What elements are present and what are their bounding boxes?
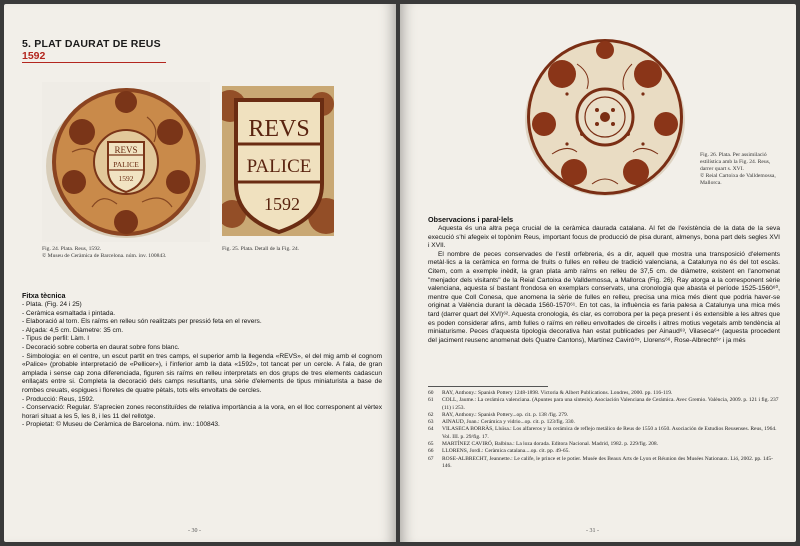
fig26-caption-line: © Reial Cartoixa de Valldemossa, (700, 173, 776, 179)
footnote-text: RAY, Anthony.: Spanish Pottery...op. cit. p. 138 /fig. 279. (442, 411, 569, 418)
fig26-photo (522, 34, 688, 200)
footnote-text: RAY, Anthony.: Spanish Pottery 1248-1898. Victoria & Albert Publications. Londres, 2000. pp. 116-119. (442, 390, 673, 396)
plate-text-line3: 1592 (118, 174, 134, 183)
section-title: 5. PLAT DAURAT DE REUS (22, 38, 161, 50)
fig24-photo (42, 82, 210, 242)
footnote-text: ROSE-ALBRECHT, Jeannette.: Le calife, le prince et le potier. Musée des Beaux Arts de Lyon et Réunion des Musées Nationaux. Lió, 2002. pp. 145-146. (442, 455, 773, 469)
fig25-caption (222, 246, 299, 253)
right-page (400, 4, 796, 542)
plate-text-line1: REVS (114, 145, 138, 155)
footnotes (428, 390, 780, 470)
body-paragraph: El nombre de peces conservades de l'estil orfebreria, és a dir, aquell que mostra una transposició d'elements metàl·lics a la ceràmica en forma de fruits o fulles en relleu de tradició valenciana, a Catalunya no és del tot escàs. Citem, com a exemple inèdit, la gran plata amb raïms en relleu de 37,5 cm. de diàmetre, existent en l'anomenat "menjador dels visitants" de la Reial Cartoixa de Valldemossa, a Mallorca (Fig. 26). Ray atorga a la corresponent sèrie valenciana, aquesta sí bastant frondosa en exemplars conservats, una cronologia que abasta el període 1525-1560⁶⁰, mentre que Coll Conesa, que anomena la sèrie de fulles en relleu, precisa una mica més dient que podria haver-se originat a València durant la dècada 1560-1570⁶¹. En tot cas, la influència es faria palesa a Catalunya una mica més tard (darrer quart del XVI)⁶². Aquesta cronologia, és clar, es corrobora per la peça present i és extensible a les altres que es poden considerar afins, amb fulles o raïms en relleu envoltades de circells i altres motius vegetals amb tendència al miniaturisme. Peces d'aquesta tipologia decorativa han estat publicades per Ainaud⁶³, Vilaseca⁶⁴ (aquesta procedent del jaciment reusenc anomenat dels Quatre Cantons), Martínez Caviró⁶⁵, Llorens⁶⁶, Rose-Albrecht⁶⁷ i ja més (428, 250, 780, 344)
footnote (428, 397, 780, 412)
footnote (428, 448, 780, 455)
section-year: 1592 (22, 50, 46, 62)
footnote-text: LLORENS, Jordi.: Ceràmica catalana....op. cit. pp. 49-65. (442, 448, 570, 455)
detail-text-line3: 1592 (264, 194, 300, 214)
fig26-caption (700, 152, 776, 187)
footnote (428, 441, 780, 448)
sheet-item: - Conservació: Regular. S'aprecien zones reconstituïdes de relativa importància a la vora, en el lloc corresponent al vèrtex horari situat a les 5, les 8, i les 11 del rellotge. (22, 404, 382, 420)
footnote-text: MARTÍNEZ CAVIRÓ, Balbina.: La loza dorada. Editora Nacional. Madrid, 1982. p. 229/fig. 208. (442, 441, 659, 448)
sheet-item: - Ceràmica esmaltada i pintada. (22, 309, 116, 317)
fig26-caption-line: Mallorca. (700, 180, 722, 186)
body-paragraph: Aquesta és una altra peça crucial de la ceràmica daurada catalana. Al fet de l'existència de la data de la seva execució s'hi afegeix el topònim Reus, important focus de producció de pisa durant, almenys, bona part dels segles XVI i XVII. (428, 225, 780, 250)
sheet-item: - Elaboració al torn. Els raïms en relleu són realitzats per pressió feta en el revers. (22, 318, 262, 326)
footnote-number: 61 (428, 397, 434, 404)
footnote-number: 62 (428, 411, 434, 418)
sheet-item: - Decoració sobre coberta en daurat sobre fons blanc. (22, 343, 180, 351)
footnote-number: 66 (428, 448, 434, 455)
fig24-caption (42, 246, 166, 260)
fig24-caption-line: Fig. 24. Plata. Reus, 1592. (42, 246, 102, 252)
observations-title: Observacions i paral·lels (428, 215, 514, 224)
footnote-text: VILASECA BORRÀS, Lluïsa.: Los alfareros y la cerámica de reflejo metálico de Reus de 1550 a 1650. Asociación de Estudios Reusenses. Reus, 1964. Vol. III. p. 29/fig. 17. (442, 426, 777, 440)
footnote-number: 60 (428, 390, 434, 396)
footnote-text: AINAUD, Joan.: Cerámica y vidrio...op. cit. p. 123/fig. 330. (442, 419, 575, 426)
fig24-caption-line: © Museu de Ceràmica de Barcelona. núm. inv. 100843. (42, 253, 167, 259)
plate-text-line2: PALICE (113, 160, 139, 169)
fig26-caption-line: estilística amb la Fig. 24. Reus, (700, 159, 771, 165)
sheet-item: - Propietat: © Museu de Ceràmica de Barcelona. núm. inv.: 100843. (22, 421, 220, 429)
observations-body (428, 225, 780, 345)
sheet-item: - Alçada: 4,5 cm. Diàmetre: 35 cm. (22, 326, 124, 334)
plate-image (42, 82, 210, 242)
footnote-number: 67 (428, 455, 434, 462)
sheet-item: - Simbologia: en el centre, un escut partit en tres camps, el superior amb la llegenda «REVS», el del mig amb el cognom «Palice» (probable interpretació de «Pellicer»), i l'inferior amb la data «1592», tot tancat per un cercle. A l'ala, de gran amplada i sense cap zona diferenciada, figuren sis raïms en relleu interpretats en dos grups de tres elements cadascun enllaçats entre si. Completa la decoració dels camps resultants, una sèrie d'elements de tipus miniaturista a base de rombes creuats, espigues i floretes de quatre pètals, tots ells envoltats de cercles. (22, 352, 382, 394)
footnote-number: 64 (428, 426, 434, 433)
detail-text-line1: REVS (248, 116, 310, 142)
left-page (4, 4, 396, 542)
page-number-left: - 30 - (188, 528, 201, 534)
sheet-item: - Plata. (Fig. 24 i 25) (22, 301, 82, 308)
title-rule (22, 62, 166, 63)
footnote-rule (428, 386, 548, 387)
footnote (428, 426, 780, 441)
footnote-number: 65 (428, 441, 434, 448)
technical-sheet-list (22, 301, 382, 430)
fig25-caption-line: Fig. 25. Plata. Detall de la Fig. 24. (222, 246, 300, 252)
sheet-item: - Producció: Reus, 1592. (22, 395, 95, 403)
page-number-right: - 31 - (586, 528, 599, 534)
technical-sheet-title: Fitxa tècnica (22, 291, 66, 300)
footnote-text: COLL, Jaume.: La cerámica valenciana. (Apuntes para una síntesis). Asociación Valenciana de Cerámica. Avec Gremio. València, 2009. p. 121 i fig. 237 (11) i 253. (442, 397, 779, 411)
footnote (428, 456, 780, 471)
fig26-caption-line: darrer quart s. XVI. (700, 166, 744, 172)
fig25-photo (222, 86, 334, 236)
fig26-caption-line: Fig. 26. Plata. Per assimilació (700, 152, 767, 158)
detail-text-line2: PALICE (246, 156, 312, 177)
sheet-item: - Tipus de perfil: Làm. I (22, 335, 90, 343)
plate-detail-image (222, 86, 334, 236)
valldemossa-plate-image (522, 34, 688, 200)
footnote-number: 63 (428, 419, 434, 426)
